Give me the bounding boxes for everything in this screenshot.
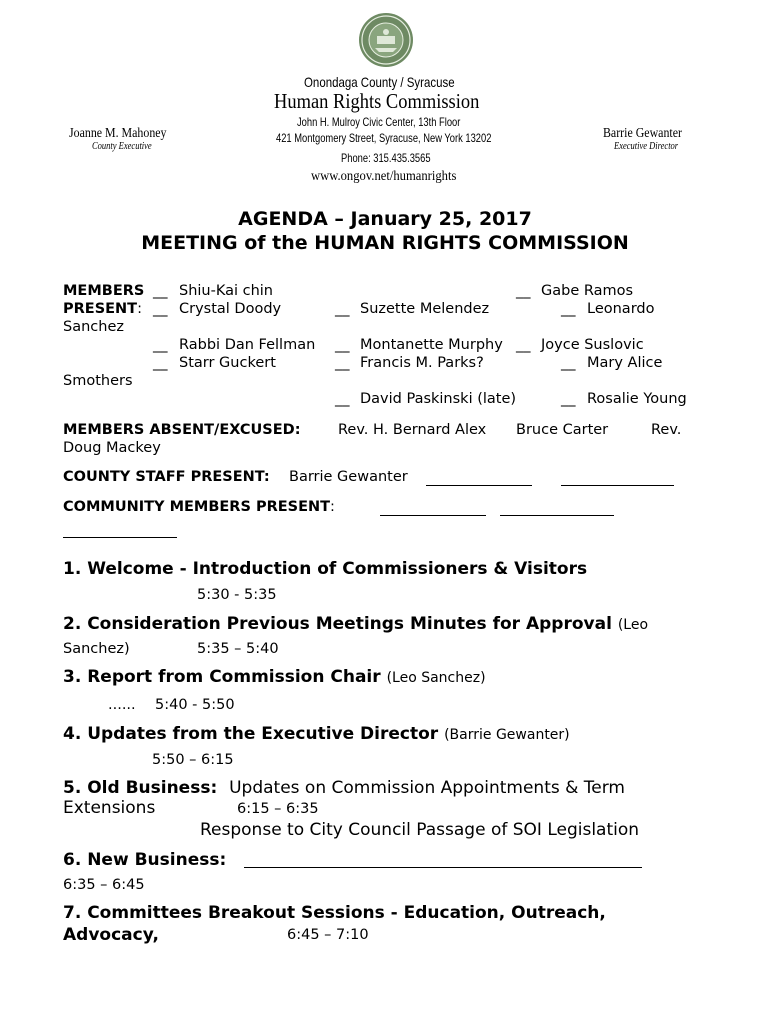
blank-line xyxy=(500,502,614,516)
agenda-item-4-title: 4. Updates from the Executive Director (Barrie Gewanter) xyxy=(63,724,570,744)
member-name: Gabe Ramos xyxy=(541,283,634,299)
attendance-blank: __ xyxy=(335,355,350,371)
blank-line xyxy=(380,502,486,516)
member-name: Rabbi Dan Fellman xyxy=(179,337,316,353)
attendance-blank: __ xyxy=(561,355,576,371)
absent-name: Bruce Carter xyxy=(516,422,609,438)
agenda-item-2-title: 2. Consideration Previous Meetings Minutes for Approval (Leo xyxy=(63,614,649,634)
present-label: PRESENT: xyxy=(63,301,142,317)
meeting-title: MEETING of the HUMAN RIGHTS COMMISSION xyxy=(141,232,629,254)
address-line-2: 421 Montgomery Street, Syracuse, New York 13202 xyxy=(276,131,492,145)
agenda-item-2-presenter-cont: Sanchez) xyxy=(63,641,130,657)
attendance-blank: __ xyxy=(561,391,576,407)
member-name: David Paskinski (late) xyxy=(360,391,517,407)
agenda-item-6-time: 6:35 – 6:45 xyxy=(63,877,145,893)
absent-name-cont: Doug Mackey xyxy=(63,440,161,456)
agenda-item-5-desc-cont: Extensions xyxy=(63,798,156,818)
agenda-item-1-time: 5:30 - 5:35 xyxy=(197,587,277,603)
agenda-item-4-presenter: (Barrie Gewanter) xyxy=(444,727,570,743)
staff-name: Barrie Gewanter xyxy=(289,469,408,485)
member-name: Montanette Murphy xyxy=(360,337,503,353)
county-seal-logo xyxy=(358,12,414,68)
member-name: Leonardo xyxy=(587,301,655,317)
member-name: Francis M. Parks? xyxy=(360,355,484,371)
agenda-item-1-title: 1. Welcome - Introduction of Commissioners & Visitors xyxy=(63,559,588,579)
member-name: Suzette Melendez xyxy=(360,301,490,317)
agenda-item-5-time: 6:15 – 6:35 xyxy=(237,801,319,817)
agenda-item-3-presenter: (Leo Sanchez) xyxy=(386,670,486,686)
agenda-item-5-title: 5. Old Business: Updates on Commission Appointments & Term xyxy=(63,778,625,798)
agenda-item-2-time: 5:35 – 5:40 xyxy=(197,641,279,657)
blank-line xyxy=(244,852,642,868)
attendance-blank: __ xyxy=(153,301,168,317)
attendance-blank: __ xyxy=(516,337,531,353)
attendance-blank: __ xyxy=(153,355,168,371)
attendance-blank: __ xyxy=(153,337,168,353)
member-name: Joyce Suslovic xyxy=(541,337,644,353)
blank-line xyxy=(63,524,177,538)
attendance-blank: __ xyxy=(516,283,531,299)
attendance-blank: __ xyxy=(153,283,168,299)
agenda-item-5-desc: Updates on Commission Appointments & Term xyxy=(229,778,625,798)
agenda-item-6-title: 6. New Business: xyxy=(63,850,227,870)
blank-line xyxy=(561,472,674,486)
executive-director-name: Barrie Gewanter xyxy=(603,126,682,141)
org-name: Human Rights Commission xyxy=(274,89,480,113)
member-name: Shiu-Kai chin xyxy=(179,283,274,299)
absent-name: Rev. xyxy=(651,422,682,438)
community-label: COMMUNITY MEMBERS PRESENT: xyxy=(63,499,335,515)
agenda-item-4-time: 5:50 – 6:15 xyxy=(152,752,234,768)
website: www.ongov.net/humanrights xyxy=(311,169,457,184)
blank-line xyxy=(426,472,532,486)
absent-label: MEMBERS ABSENT/EXCUSED: xyxy=(63,422,301,438)
attendance-blank: __ xyxy=(561,301,576,317)
member-name-cont: Sanchez xyxy=(63,319,124,335)
member-name-cont: Smothers xyxy=(63,373,133,389)
member-name: Mary Alice xyxy=(587,355,663,371)
county-executive-title: County Executive xyxy=(92,141,152,152)
agenda-item-3-dots: ...... xyxy=(108,697,136,713)
executive-director-title: Executive Director xyxy=(614,141,679,152)
member-name: Starr Guckert xyxy=(179,355,276,371)
org-line-1: Onondaga County / Syracuse xyxy=(304,74,455,90)
member-name: Crystal Doody xyxy=(179,301,282,317)
county-executive-name: Joanne M. Mahoney xyxy=(69,126,167,141)
members-label: MEMBERS xyxy=(63,283,145,299)
agenda-item-2-presenter: (Leo xyxy=(617,617,649,633)
agenda-item-7-title-cont: Advocacy, xyxy=(63,925,159,945)
agenda-item-3-title: 3. Report from Commission Chair (Leo Sanchez) xyxy=(63,667,486,687)
member-name: Rosalie Young xyxy=(587,391,687,407)
attendance-blank: __ xyxy=(335,301,350,317)
staff-label: COUNTY STAFF PRESENT: xyxy=(63,469,270,485)
address-line-1: John H. Mulroy Civic Center, 13th Floor xyxy=(297,115,461,129)
phone: Phone: 315.435.3565 xyxy=(341,151,431,165)
attendance-blank: __ xyxy=(335,391,350,407)
agenda-item-5-desc-2: Response to City Council Passage of SOI Legislation xyxy=(200,820,640,840)
agenda-title: AGENDA – January 25, 2017 xyxy=(238,208,532,230)
agenda-item-7-title: 7. Committees Breakout Sessions - Education, Outreach, xyxy=(63,903,606,923)
agenda-item-3-time: 5:40 - 5:50 xyxy=(155,697,235,713)
attendance-blank: __ xyxy=(335,337,350,353)
absent-name: Rev. H. Bernard Alex xyxy=(338,422,487,438)
agenda-item-7-time: 6:45 – 7:10 xyxy=(287,927,369,943)
